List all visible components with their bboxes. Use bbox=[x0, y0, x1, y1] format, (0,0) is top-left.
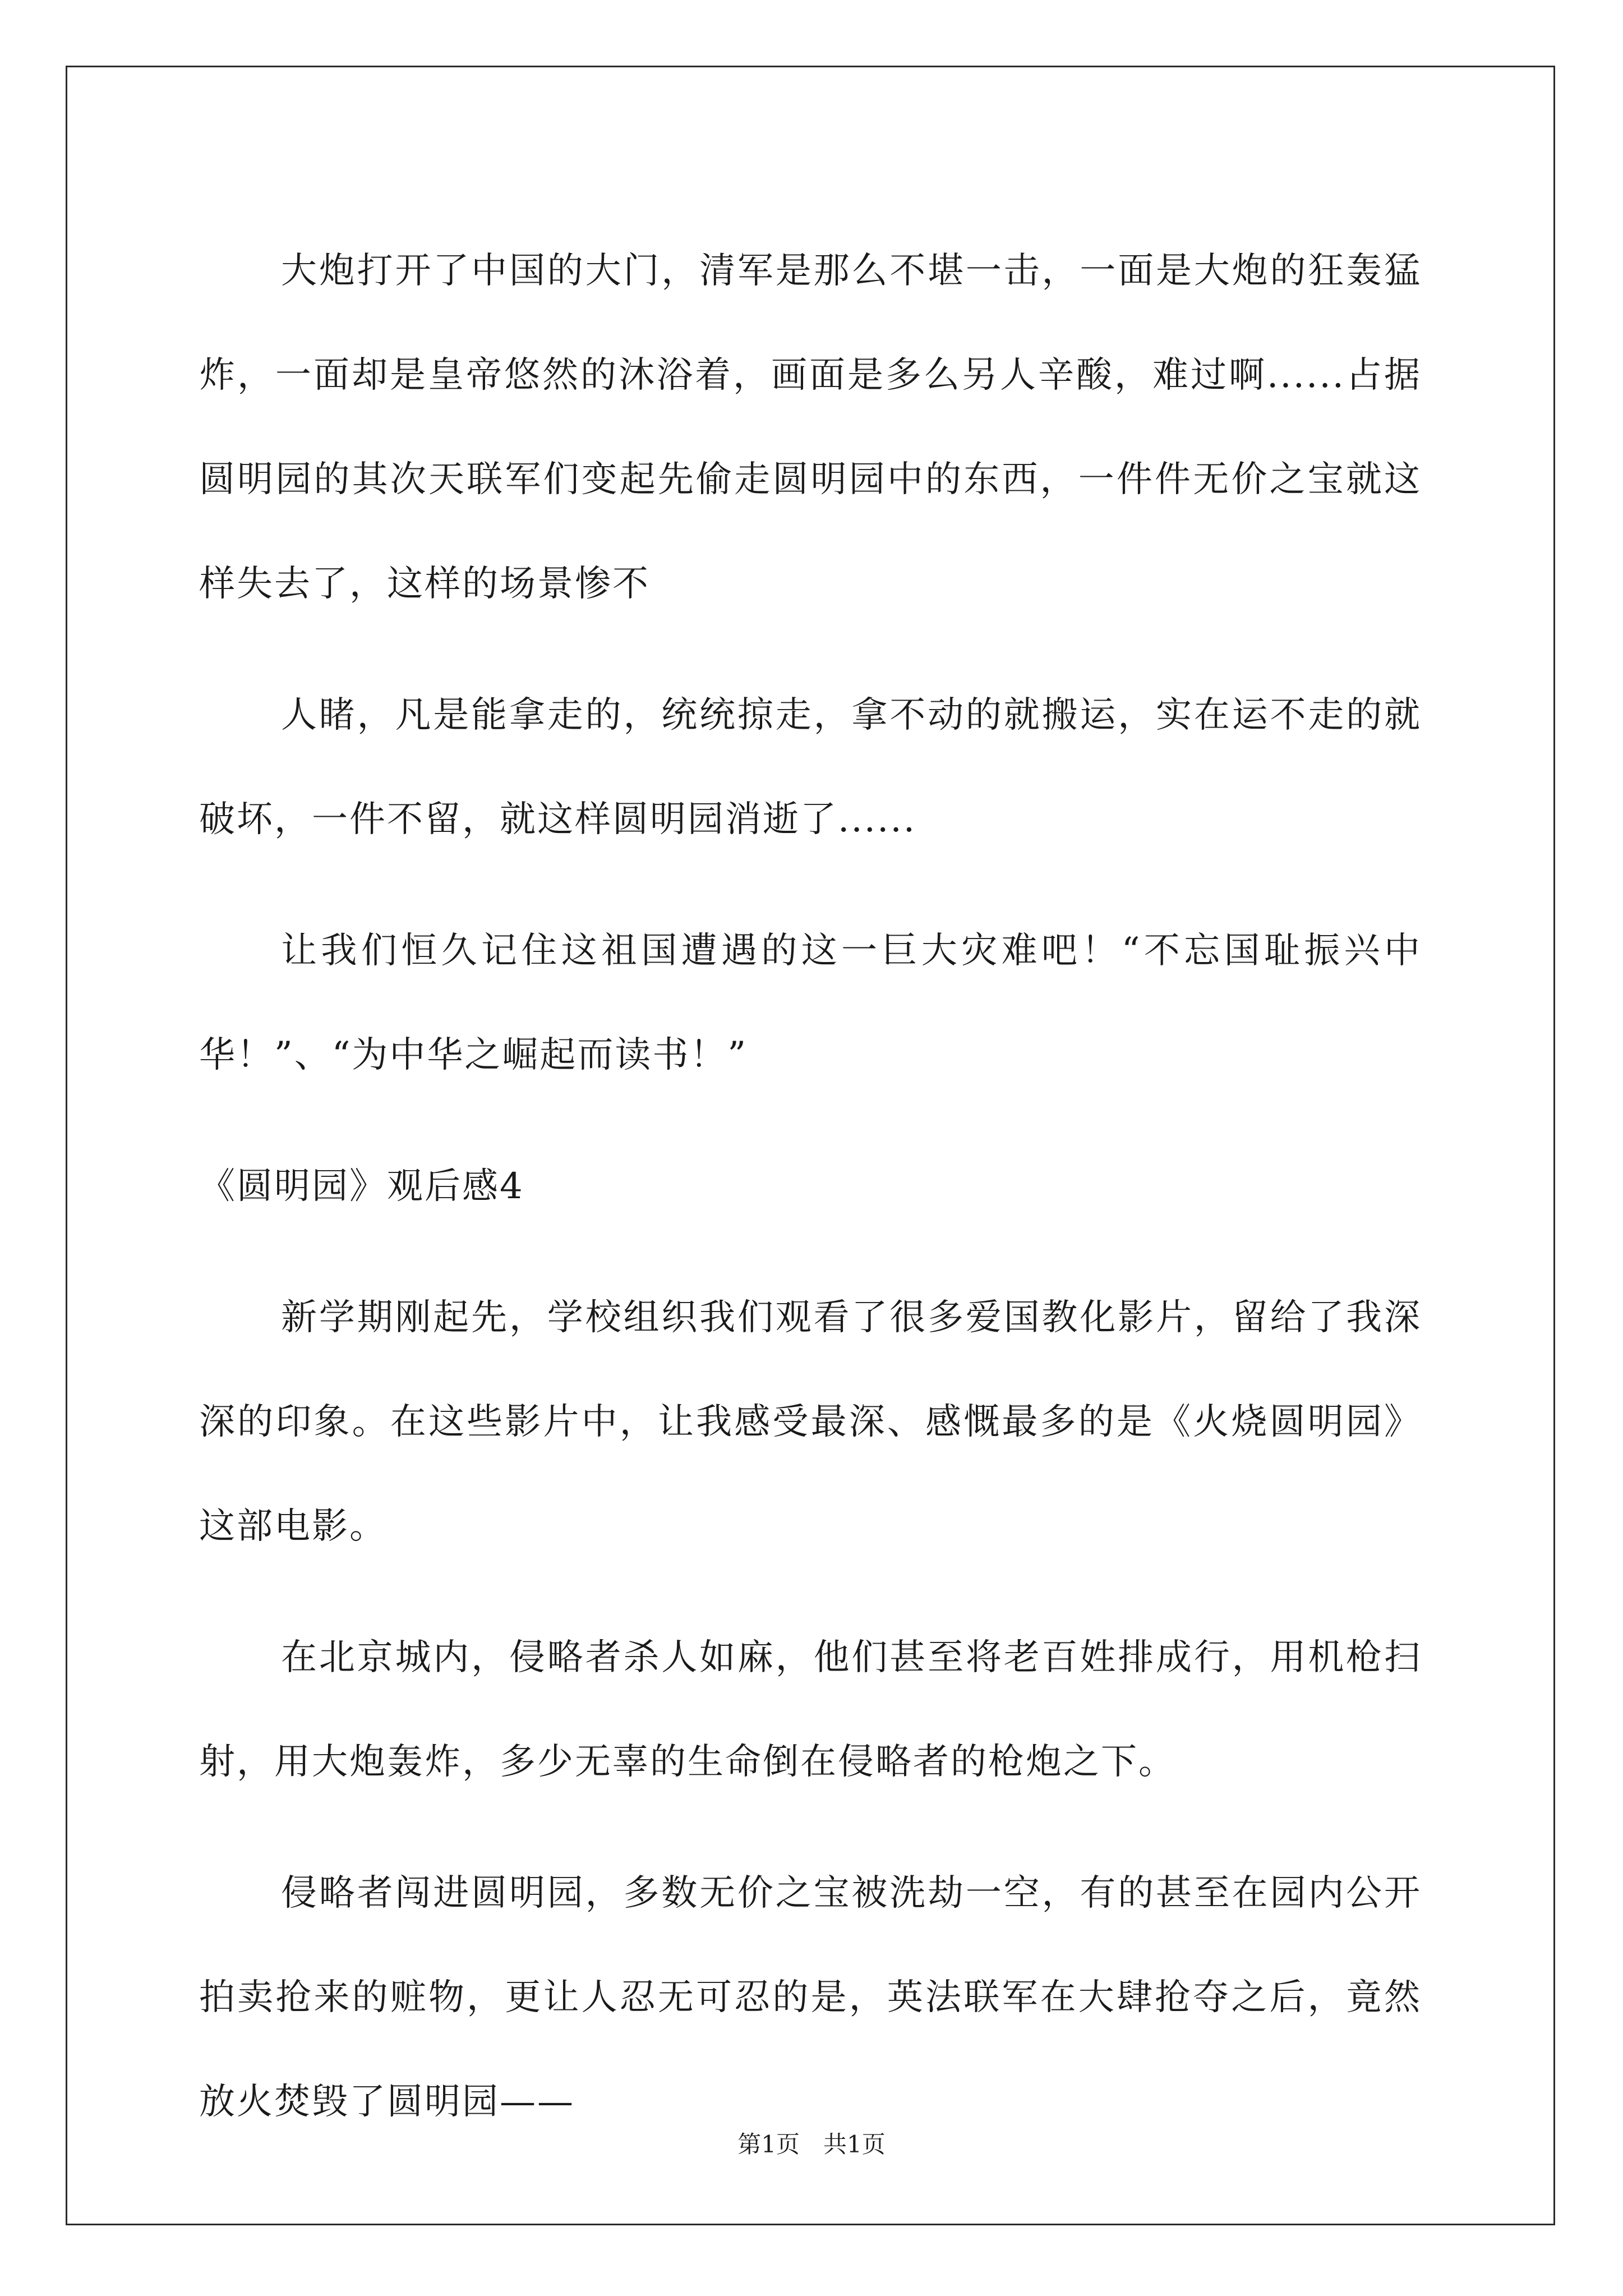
paragraph: 让我们恒久记住这祖国遭遇的这一巨大灾难吧！“不忘国耻振兴中华！”、“为中华之崛起而读书！” bbox=[199, 930, 1422, 1076]
section-heading: 《圆明园》观后感4 bbox=[199, 1166, 524, 1207]
paragraph: 在北京城内，侵略者杀人如麻，他们甚至将老百姓排成行，用机枪扫射，用大炮轰炸，多少无辜的生命倒在侵略者的枪炮之下。 bbox=[199, 1637, 1422, 1783]
paragraph: 大炮打开了中国的大门，清军是那么不堪一击，一面是大炮的狂轰猛炸，一面却是皇帝悠然的沐浴着，画面是多么另人辛酸，难过啊......占据圆明园的其次天联军们变起先偷走圆明园中的东西，一件件无价之宝就这样失去了，这样的场景惨不 bbox=[199, 250, 1422, 605]
document-body bbox=[199, 219, 1422, 2181]
paragraph: 人睹，凡是能拿走的，统统掠走，拿不动的就搬运，实在运不走的就破坏，一件不留，就这样圆明园消逝了...... bbox=[199, 694, 1422, 840]
page-footer: 第1页 共1页 bbox=[737, 2131, 886, 2158]
paragraph: 侵略者闯进圆明园，多数无价之宝被洗劫一空，有的甚至在园内公开拍卖抢来的赃物，更让人忍无可忍的是，英法联军在大肆抢夺之后，竟然放火焚毁了圆明园—— bbox=[199, 1872, 1422, 2123]
paragraph: 新学期刚起先，学校组织我们观看了很多爱国教化影片，留给了我深深的印象。在这些影片中，让我感受最深、感慨最多的是《火烧圆明园》这部电影。 bbox=[199, 1297, 1422, 1547]
